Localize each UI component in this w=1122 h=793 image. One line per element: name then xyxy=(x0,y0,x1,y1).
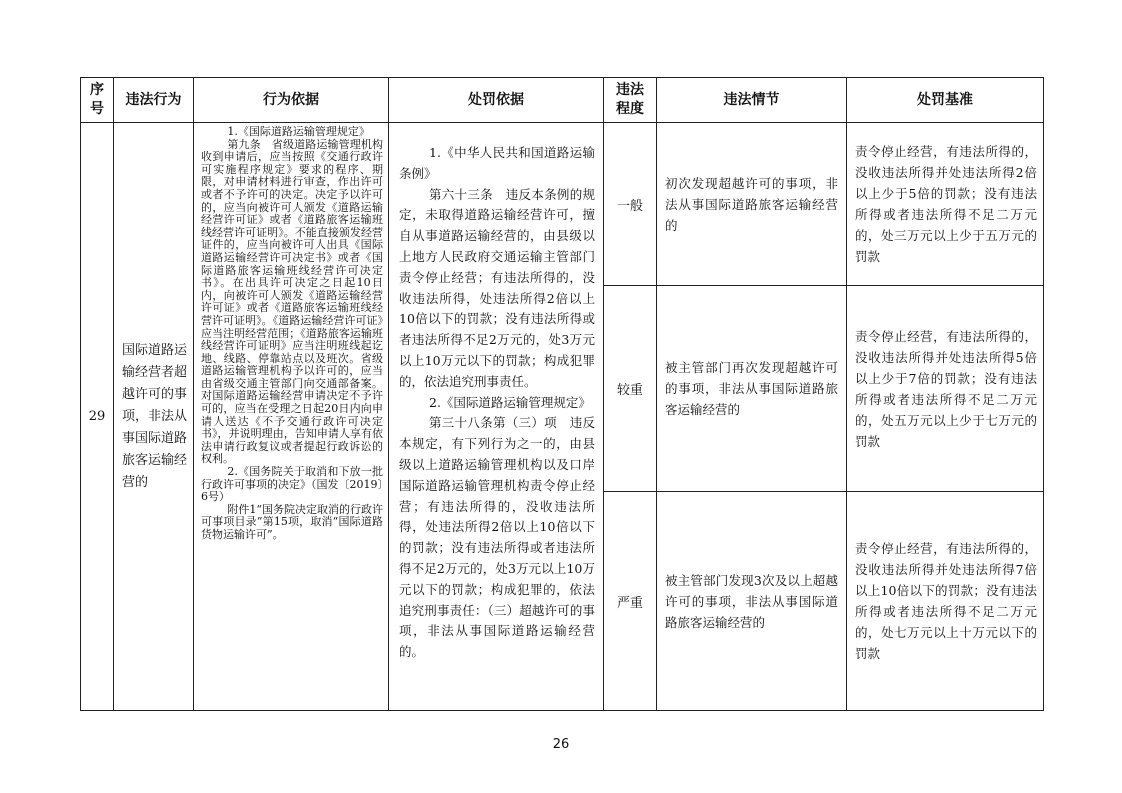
header-penalty-standard: 处罚基准 xyxy=(847,78,1044,123)
header-degree: 违法程度 xyxy=(604,78,657,123)
header-circumstance: 违法情节 xyxy=(657,78,847,123)
degree-serious: 较重 xyxy=(604,286,657,492)
circumstance-general: 初次发现超越许可的事项，非法从事国际道路旅客运输经营的 xyxy=(657,123,847,286)
standard-general: 责令停止经营，有违法所得的，没收违法所得并处违法所得2倍以上少于5倍的罚款；没有违法所得或者违法所得不足二万元的，处三万元以上少于五万元的罚款 xyxy=(847,123,1044,286)
circumstance-severe: 被主管部门发现3次及以上超越许可的事项，非法从事国际道路旅客运输经营的 xyxy=(657,492,847,711)
standard-serious: 责令停止经营，有违法所得的，没收违法所得并处违法所得5倍以上少于7倍的罚款；没有违法所得或者违法所得不足二万元的，处五万元以上少于七万元的罚款 xyxy=(847,286,1044,492)
row-violation: 国际道路运输经营者超越许可的事项，非法从事国际道路旅客运输经营的 xyxy=(114,123,194,711)
penalty-basis-p3: 2.《国际道路运输管理规定》 xyxy=(429,394,591,410)
legal-basis-p1: 1.《国际道路运输管理规定》 xyxy=(227,125,370,138)
header-row xyxy=(81,78,1044,123)
table-row xyxy=(81,123,1044,286)
penalty-table xyxy=(80,77,1044,711)
circumstance-serious: 被主管部门再次发现超越许可的事项，非法从事国际道路旅客运输经营的 xyxy=(657,286,847,492)
header-violation: 违法行为 xyxy=(114,78,194,123)
row-legal-basis xyxy=(194,123,389,711)
legal-basis-p4: 附件1“国务院决定取消的行政许可事项目录”第15项，取消“国际道路货物运输许可”。 xyxy=(201,502,384,541)
header-penalty-basis: 处罚依据 xyxy=(389,78,604,123)
row-penalty-basis xyxy=(389,123,604,711)
header-seq: 序号 xyxy=(81,78,114,123)
standard-severe: 责令停止经营，有违法所得的，没收违法所得并处违法所得7倍以上10倍以下的罚款；没有违法所得或者违法所得不足二万元的，处七万元以上十万元以下的罚款 xyxy=(847,492,1044,711)
legal-basis-p2: 第九条 省级道路运输管理机构收到申请后，应当按照《交通行政许可实施程序规定》要求的程序、期限，对申请材料进行审查，作出许可或者不予许可的决定。决定予以许可的，应当向被许可人颁发《道路运输经营许可证》或者《道路旅客运输班线经营许可证明》。不能直接颁发经营证件的，应当向被许可人出具《国际道路运输经营许可决定书》或者《国际道路旅客运输班线经营许可决定书》。在出具许可决定之日起10日内，向被许可人颁发《道路运输经营许可证》或者《道路旅客运输班线经营许可证明》。《道路运输经营许可证》应当注明经营范围；《道路旅客运输班线经营许可证明》应当注明班线起讫地、线路、停靠站点以及班次。省级道路运输管理机构予以许可的，应当由省级交通主管部门向交通部备案。对国际道路运输经营申请决定不予许可的，应当在受理之日起20日内向申请人送达《不予交通行政许可决定书》，并说明理由，告知申请人享有依法申请行政复议或者提起行政诉讼的权利。 xyxy=(201,137,383,466)
penalty-basis-p1: 1.《中华人民共和国道路运输条例》 xyxy=(399,145,595,181)
page-number: 26 xyxy=(552,737,570,752)
row-seq: 29 xyxy=(81,123,114,711)
penalty-basis-p4: 第三十八条第（三）项 违反本规定，有下列行为之一的，由县级以上道路运输管理机构以及口岸国际道路运输管理机构责令停止经营；有违法所得的，没收违法所得，处违法所得2倍以上10倍以下的罚款；没有违法所得或者违法所得不足2万元的，处3万元以上10万元以下的罚款；构成犯罪的，依法追究刑事责任：（三）超越许可的事项，非法从事国际道路运输经营的。 xyxy=(399,415,595,660)
header-legal-basis: 行为依据 xyxy=(194,78,389,123)
legal-basis-p3: 2.《国务院关于取消和下放一批行政许可事项的决定》（国发〔2019〕6号） xyxy=(201,465,383,504)
penalty-basis-p2: 第六十三条 违反本条例的规定，未取得道路运输经营许可，擅自从事道路运输经营的，由县级以上地方人民政府交通运输主管部门责令停止经营；有违法所得的，没收违法所得，处违法所得2倍以上10倍以下的罚款；没有违法所得或者违法所得不足2万元的，处3万元以上10万元以下的罚款；构成犯罪的，依法追究刑事责任。 xyxy=(399,186,595,389)
degree-general: 一般 xyxy=(604,123,657,286)
degree-severe: 严重 xyxy=(604,492,657,711)
